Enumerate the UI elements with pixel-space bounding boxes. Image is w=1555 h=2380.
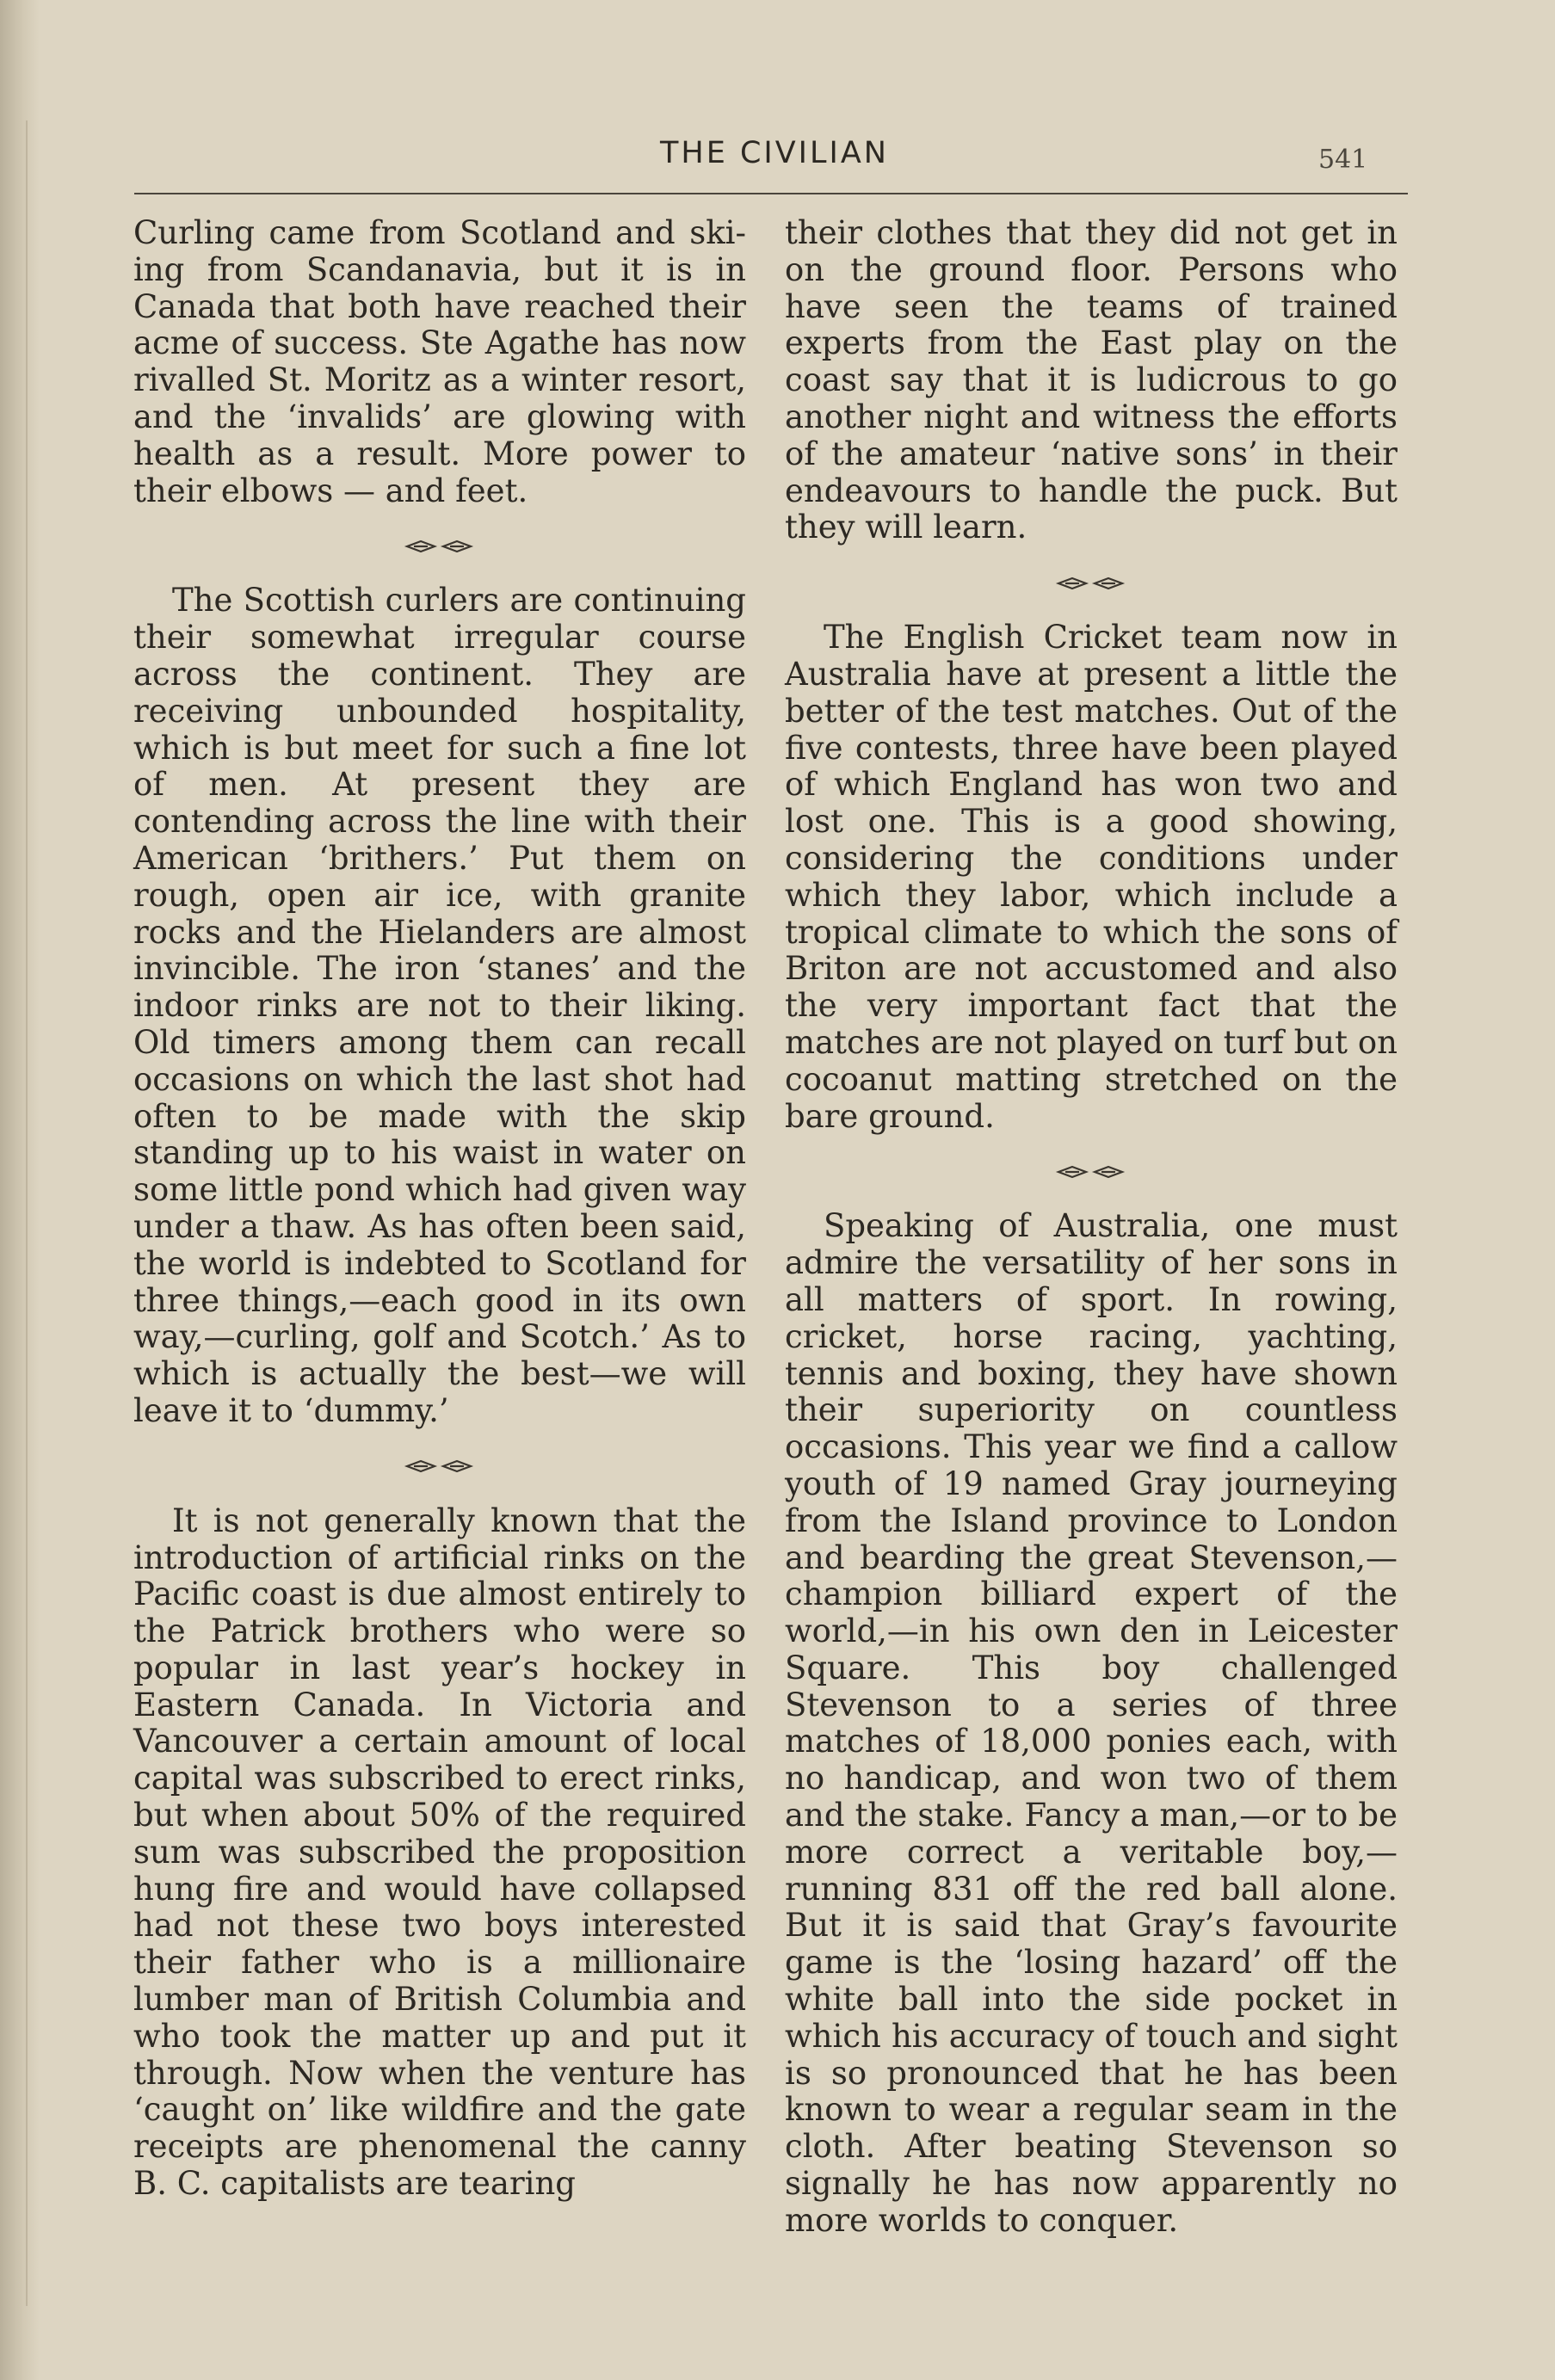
section-divider-ornament-icon xyxy=(133,509,746,583)
section-divider-ornament-icon xyxy=(785,546,1398,620)
page-edge-line xyxy=(26,120,28,2306)
right-column xyxy=(785,215,1398,2240)
header-rule xyxy=(134,193,1408,194)
article-paragraph: The Scottish curlers are continuing their somewhat irregular course across the continent. They are receiving unbounded hospitality, which is but meet for such a fine lot of men. At present they are contending across the line with their American ‘brithers.’ Put them on rough, open air ice, with granite rocks and the Hielanders are almost invincible. The iron ‘stanes’ and the indoor rinks are not to their liking. Old timers among them can recall occasions on which the last shot had often to be made with the skip standing up to his waist in water on some little pond which had given way under a thaw. As has often been said, the world is indebted to Scotland for three things,—each good in its own way,—curling, golf and Scotch.’ As to which is actually the best—we will leave it to ‘dummy.’ xyxy=(133,582,746,1429)
page-binding-shadow xyxy=(0,0,40,2380)
article-paragraph: The English Cricket team now in Australia have at present a little the better of the test matches. Out of the five contests, three have been played of which England has won two and lost one. This is a good showing, considering the conditions under which they labor, which include a tropical climate to which the sons of Briton are not accustomed and also the very important fact that the matches are not played on turf but on cocoanut matting stretched on the bare ground. xyxy=(785,619,1398,1135)
article-paragraph: Curling came from Scotland and ski-ing from Scandanavia, but it is in Canada that both have reached their acme of success. Ste Agathe has now rivalled St. Moritz as a winter resort, and the ‘invalids’ are glowing with health as a result. More power to their elbows — and feet. xyxy=(133,214,746,509)
section-divider-ornament-icon xyxy=(785,1135,1398,1208)
section-divider-ornament-icon xyxy=(133,1430,746,1503)
article-paragraph: Speaking of Australia, one must admire the versatility of her sons in all matters of sport. In rowing, cricket, horse racing, yachting, tennis and boxing, they have shown their superiority on countless occasions. This year we find a callow youth of 19 named Gray journeying from the Island province to London and bearding the great Stevenson,—champion billiard expert of the world,—in his own den in Leicester Square. This boy challenged Stevenson to a series of three matches of 18,000 ponies each, with no handicap, and won two of them and the stake. Fancy a man,—or to be more correct a veritable boy,—running 831 off the red ball alone. But it is said that Gray’s favourite game is the ‘losing hazard’ off the white ball into the side pocket in which his accuracy of touch and sight is so pronounced that he has been known to wear a regular seam in the cloth. After beating Stevenson so signally he has now apparently no more worlds to conquer. xyxy=(785,1207,1398,2239)
left-column xyxy=(133,215,746,2203)
page-number: 541 xyxy=(1318,145,1368,175)
running-head-title: THE CIVILIAN xyxy=(660,136,889,170)
article-paragraph: It is not generally known that the introduction of artificial rinks on the Pacific coast is due almost entirely to the Patrick brothers who were so popular in last year’s hockey in Eastern Canada. In Victoria and Vancouver a certain amount of local capital was subscribed to erect rinks, but when about 50% of the required sum was subscribed the proposition hung fire and would have collapsed had not these two boys interested their father who is a millionaire lumber man of British Columbia and who took the matter up and put it through. Now when the venture has ‘caught on’ like wildfire and the gate receipts are phenomenal the canny B. C. capitalists are tearing xyxy=(133,1501,746,2203)
article-paragraph: their clothes that they did not get in on the ground floor. Persons who have seen the teams of trained experts from the East play on the coast say that it is ludicrous to go another night and witness the efforts of the amateur ‘native sons’ in their endeavours to handle the puck. But they will learn. xyxy=(785,214,1398,546)
